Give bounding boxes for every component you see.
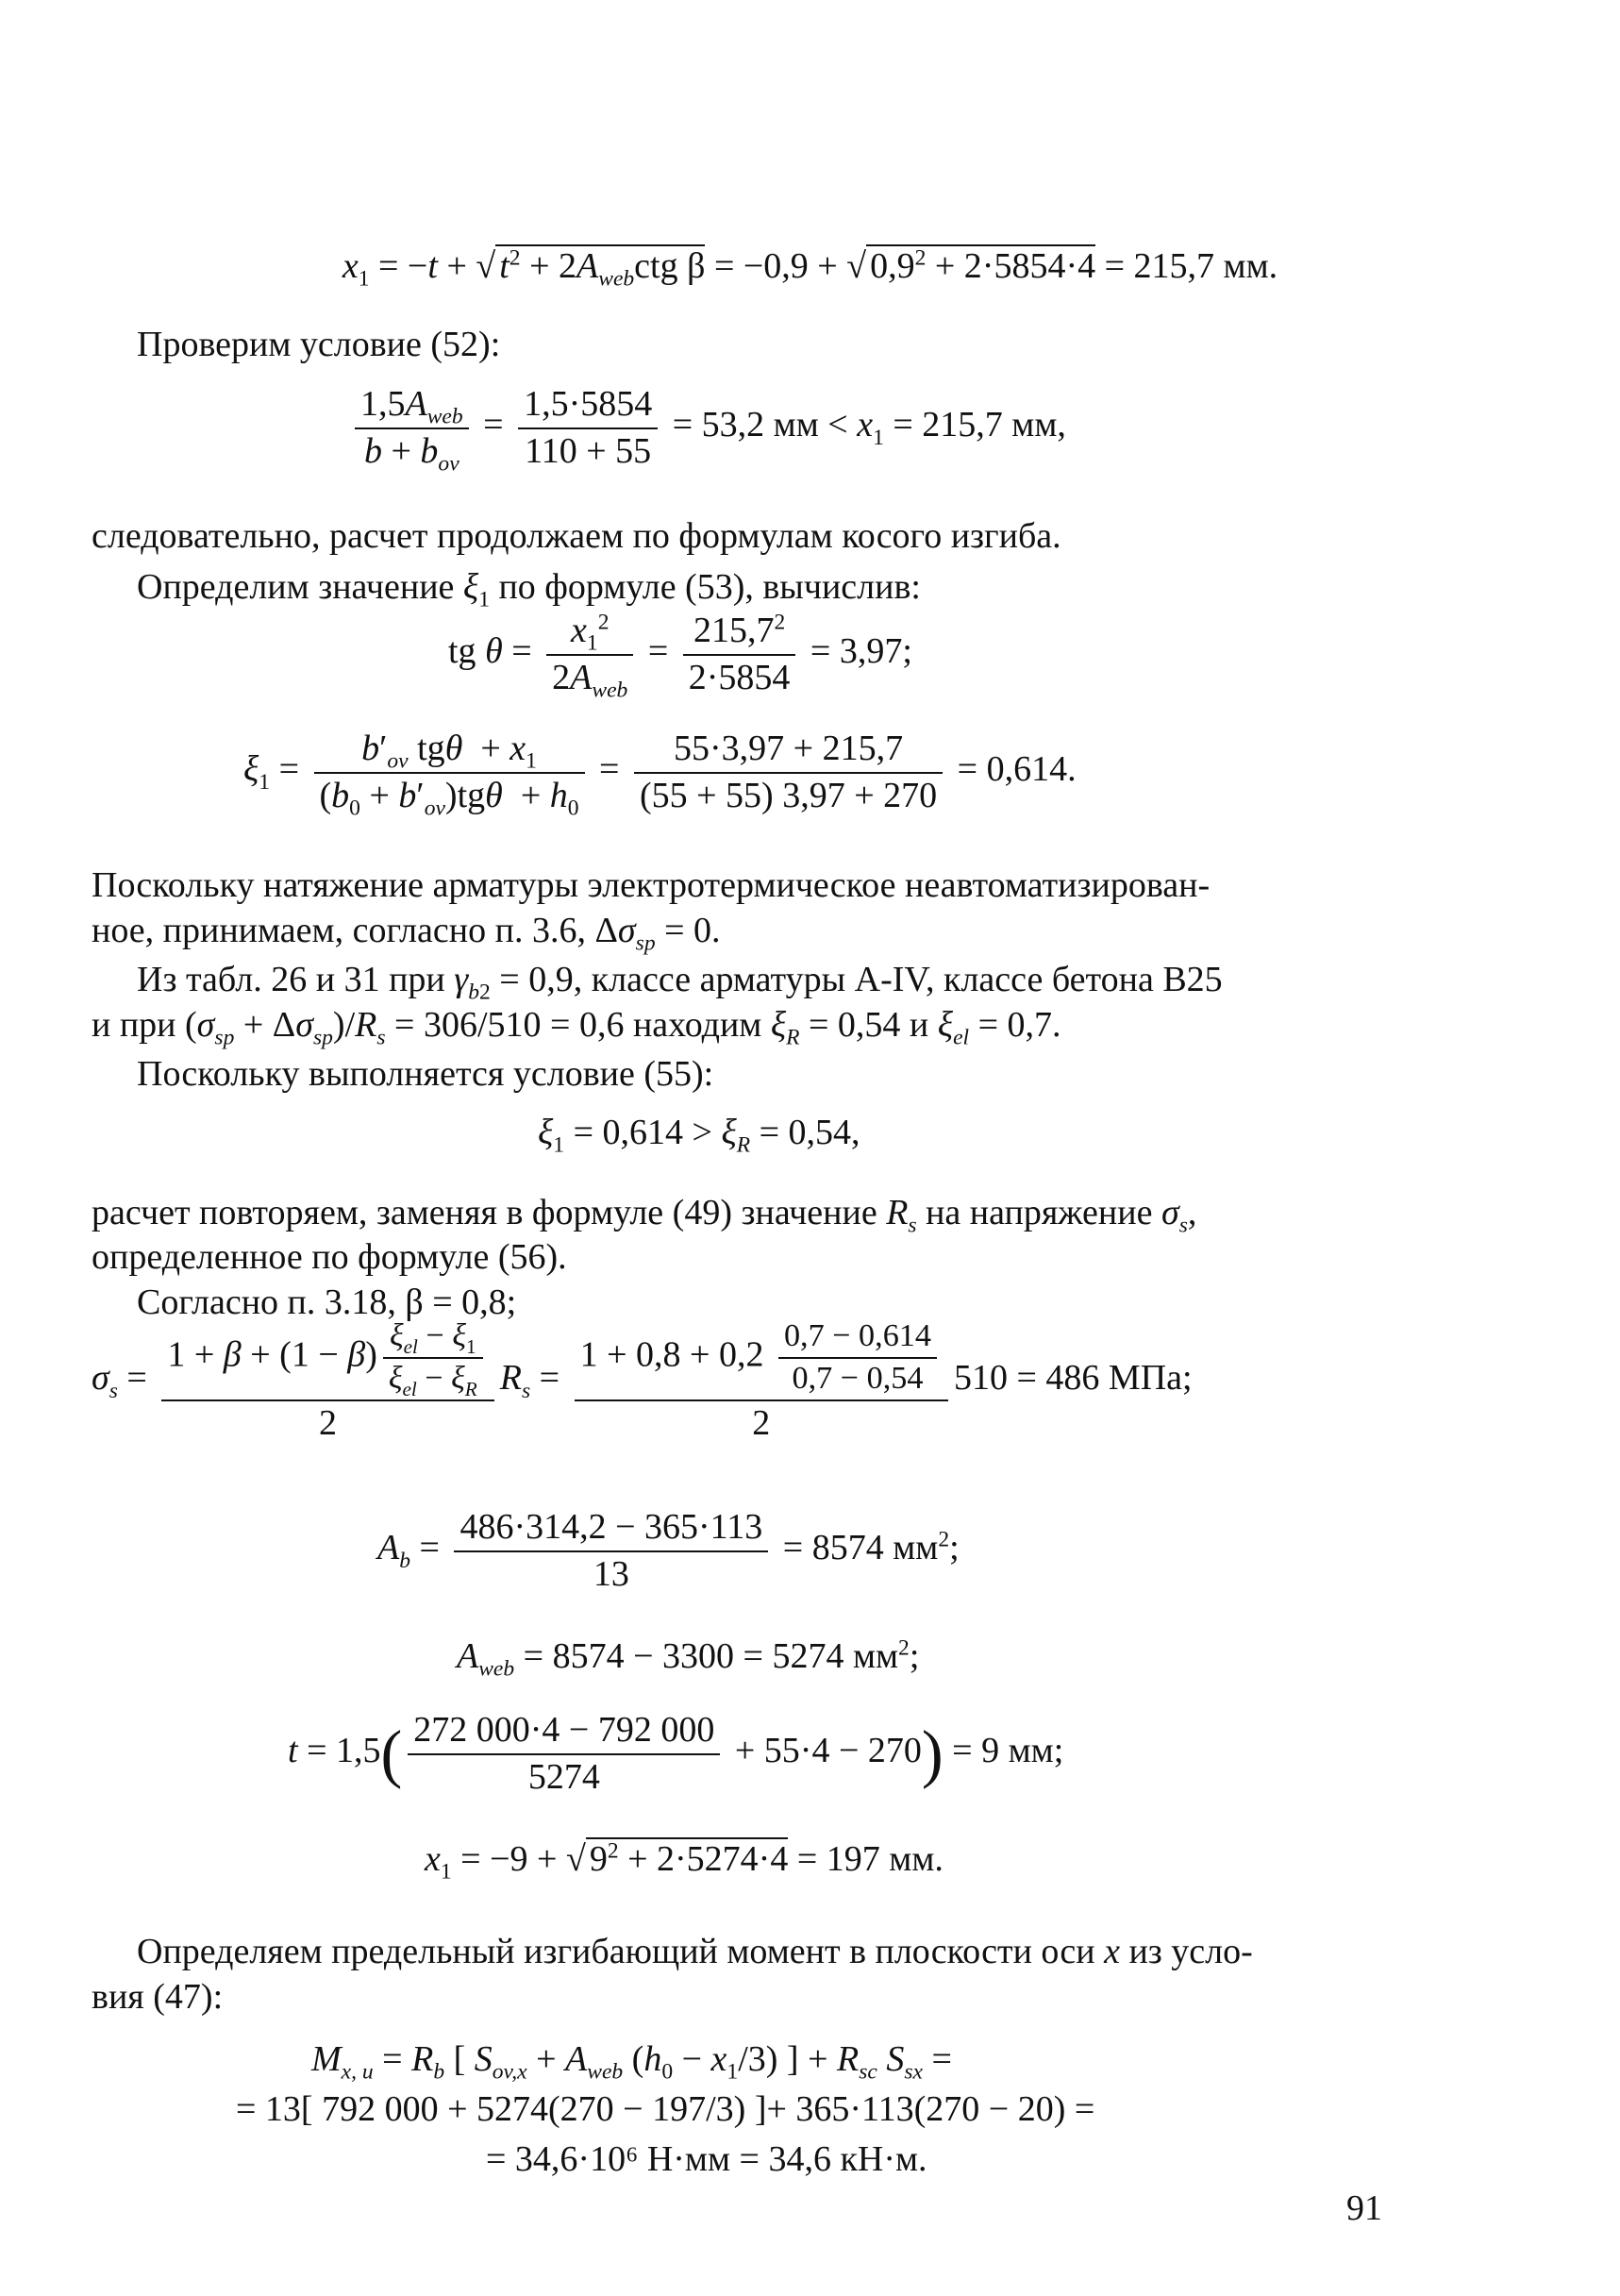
formula-xi-comparison: $\xi_1 = 0,614 > \xi_R = 0,54$, <box>538 1113 860 1158</box>
paragraph-condition-55: Поскольку выполняется условие (55): <box>137 1054 714 1094</box>
formula-condition-52: $\frac{1,5A_{web}}{b + b_{ov}}$ = $\frac{1,5\cdot 5854}{110 + 55}$ = 53,2 мм < $x_1 = 215,7$ мм, <box>349 382 1066 474</box>
paragraph-beta: Согласно п. 3.18, β = 0,8; <box>137 1282 517 1322</box>
formula-xi1: $\xi_1$ = $\frac{b'_{ov} tg\theta + x_1}{(b_0 + b'_{ov})tg\theta + h_0}$ = $\frac{55\cdot 3,97 + 215,7}{(55 + 55) 3,97 + 270}$ = 0,614. <box>243 729 1077 821</box>
formula-x1-initial: $x_1 = -t$ + √ $t^2 + 2A_{web}ctg$ β = −0,9 + √ $0,9^2 + 2\cdot 5854\cdot 4 = 215,7$ мм. <box>342 245 1278 292</box>
paragraph-determine-xi: Определим значение $\xi_1$ по формуле (53), вычислив: <box>137 567 921 612</box>
paragraph-tables-2: и при $(\sigma_{sp} + \Delta\sigma_{sp})/R_s = 306/510 = 0,6$ находим $\xi_R = 0,54$ и $\xi_{el} = 0,7$. <box>92 1005 1061 1050</box>
paragraph-tension-2: ное, принимаем, согласно п. 3.6, $\Delta\sigma_{sp} = 0$. <box>92 911 721 956</box>
paragraph-repeat-1: расчет повторяем, заменяя в формуле (49) значение $R_s$ на напряжение $\sigma_s$, <box>92 1193 1197 1238</box>
formula-Mxu: $M_{x, u} = R_b$ [ $S_{ov,x} + A_{web}$ $(h_0 - x_1/3)$ ] + $R_{sc}$ $S_{sx}$ = <box>311 2039 952 2085</box>
paragraph-repeat-2: определенное по формуле (56). <box>92 1237 567 1277</box>
formula-Ab: $A_b$ = $\frac{486\cdot 314,2 - 365\cdot 113}{13}$ = 8574 $мм^2$; <box>377 1507 960 1594</box>
formula-Mxu-substitution: = 13[ 792 000 + 5274(270 − 197/3) ]+ 365·113(270 − 20) = <box>236 2089 1095 2129</box>
paragraph-moment-1: Определяем предельный изгибающий момент в плоскости оси x из усло- <box>137 1932 1253 1971</box>
formula-Mxu-result: = 34,6·10⁶ Н·мм = 34,6 кН·м. <box>486 2139 927 2179</box>
formula-sigma-s: $\sigma_s$ = 1 + β + (1 − β) $\frac{\xi_{el} - \xi_1}{\xi_{el} - \xi_R}$ 2 $R_s$ = 1 + 0,8 + 0,2 $\frac{0,7 - 0,614}{0,7 - 0,54}$ 2 510 = 486 МПа; <box>92 1318 1193 1443</box>
paragraph-oblique-bending: следовательно, расчет продолжаем по формулам косого изгиба. <box>92 516 1061 556</box>
paragraph-tension-1: Поскольку натяжение арматуры электротермическое неавтоматизирован- <box>92 865 1211 905</box>
formula-tg-theta: tg θ = $\frac{x_1^2}{2A_{web}}$ = $\frac{215,7^2}{2\cdot 5854}$ = 3,97; <box>448 610 912 703</box>
formula-x1-final: $x_1 = -9$ + √ $9^2 + 2\cdot 5274\cdot 4 = 197$ мм. <box>425 1838 944 1885</box>
formula-Aweb: $A_{web} = 8574 - 3300 = 5274$ $мм^2$; <box>457 1635 920 1682</box>
paragraph-moment-2: вия (47): <box>92 1977 224 2017</box>
page-number: 91 <box>1346 2188 1382 2228</box>
formula-t: t = 1,5( $\frac{272 000\cdot 4 - 792 000}{5274}$ + 55·4 − 270) = 9 мм; <box>288 1710 1064 1797</box>
check-condition-52: Проверим условие (52): <box>137 325 501 364</box>
paragraph-tables-1: Из табл. 26 и 31 при $\gamma_{b2} = 0,9$, классе арматуры A-IV, классе бетона B25 <box>137 960 1223 1005</box>
